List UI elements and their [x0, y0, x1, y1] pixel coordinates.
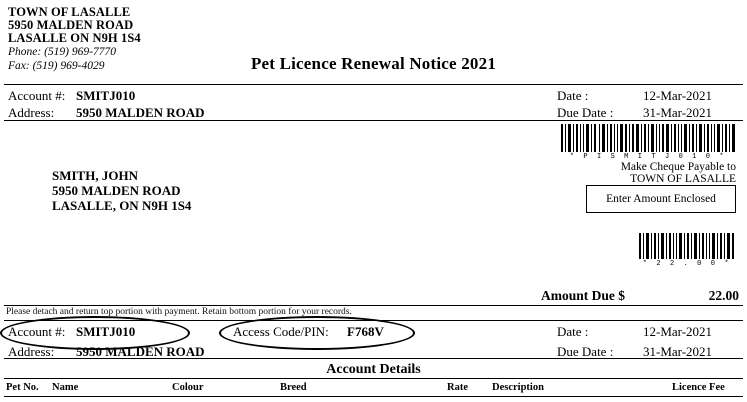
- column-header-colour: Colour: [172, 382, 204, 393]
- org-phone: Phone: (519) 969-7770: [8, 46, 116, 58]
- due-date-value: 31-Mar-2021: [643, 105, 713, 120]
- address-value: 5950 MALDEN ROAD: [76, 105, 205, 120]
- amount-due-label: Amount Due $: [540, 288, 625, 303]
- divider-detach: [4, 305, 743, 306]
- detach-instructions: Please detach and return top portion with payment. Retain bottom portion for your records.: [6, 307, 352, 317]
- amount-due-value: 22.00: [708, 288, 739, 303]
- enter-amount-enclosed-box[interactable]: [586, 185, 736, 213]
- addressee-city: LASALLE, ON N9H 1S4: [52, 198, 192, 213]
- column-header-description: Description: [492, 382, 544, 393]
- stub-address-value: 5950 MALDEN ROAD: [76, 344, 205, 359]
- page-title: Pet Licence Renewal Notice 2021: [250, 54, 497, 73]
- divider-top: [4, 84, 743, 85]
- org-fax: Fax: (519) 969-4029: [8, 60, 105, 72]
- account-number-value: SMITJ010: [76, 88, 136, 103]
- amount-barcode-text: * 2 2 . 0 0 *: [642, 260, 732, 268]
- stub-due-date-label: Due Date :: [557, 344, 614, 359]
- account-number-label: Account #:: [8, 88, 66, 103]
- stub-account-number-value: SMITJ010: [76, 324, 136, 339]
- stub-address-label: Address:: [8, 344, 55, 359]
- date-value: 12-Mar-2021: [643, 88, 713, 103]
- stub-date-value: 12-Mar-2021: [643, 324, 713, 339]
- due-date-label: Due Date :: [557, 105, 614, 120]
- column-header-name: Name: [52, 382, 79, 393]
- addressee-street: 5950 MALDEN ROAD: [52, 183, 181, 198]
- column-header-breed: Breed: [280, 382, 307, 393]
- column-header-rate: Rate: [447, 382, 468, 393]
- divider-table-head-bottom: [4, 396, 743, 397]
- addressee-name: SMITH, JOHN: [52, 168, 138, 183]
- stub-date-label: Date :: [557, 324, 589, 339]
- divider-under-account: [4, 120, 743, 121]
- account-details-title: Account Details: [326, 362, 421, 377]
- addressee-block: [52, 168, 191, 213]
- stub-due-date-value: 31-Mar-2021: [643, 344, 713, 359]
- divider-account-details: [4, 358, 743, 359]
- org-street: 5950 MALDEN ROAD: [8, 18, 134, 32]
- access-code-label: Access Code/PIN:: [233, 324, 329, 339]
- enter-amount-enclosed-label: Enter Amount Enclosed: [606, 193, 716, 205]
- column-header-pet-no: Pet No.: [6, 382, 39, 393]
- payable-line-2: TOWN OF LASALLE: [630, 173, 736, 185]
- divider-bottom-stub: [4, 320, 743, 321]
- amount-barcode: [638, 233, 736, 259]
- payable-line-1: Make Cheque Payable to: [620, 161, 736, 173]
- stub-account-number-label: Account #:: [8, 324, 66, 339]
- divider-table-head-top: [4, 378, 743, 379]
- address-label: Address:: [8, 105, 55, 120]
- column-header-licence-fee: Licence Fee: [672, 382, 725, 393]
- access-code-value: F768V: [347, 324, 384, 339]
- account-barcode-text: * P I S M I T J 0 1 0 *: [569, 153, 727, 161]
- date-label: Date :: [557, 88, 589, 103]
- org-name: TOWN OF LASALLE: [8, 5, 131, 19]
- org-city: LASALLE ON N9H 1S4: [8, 31, 141, 45]
- account-barcode: [560, 124, 736, 152]
